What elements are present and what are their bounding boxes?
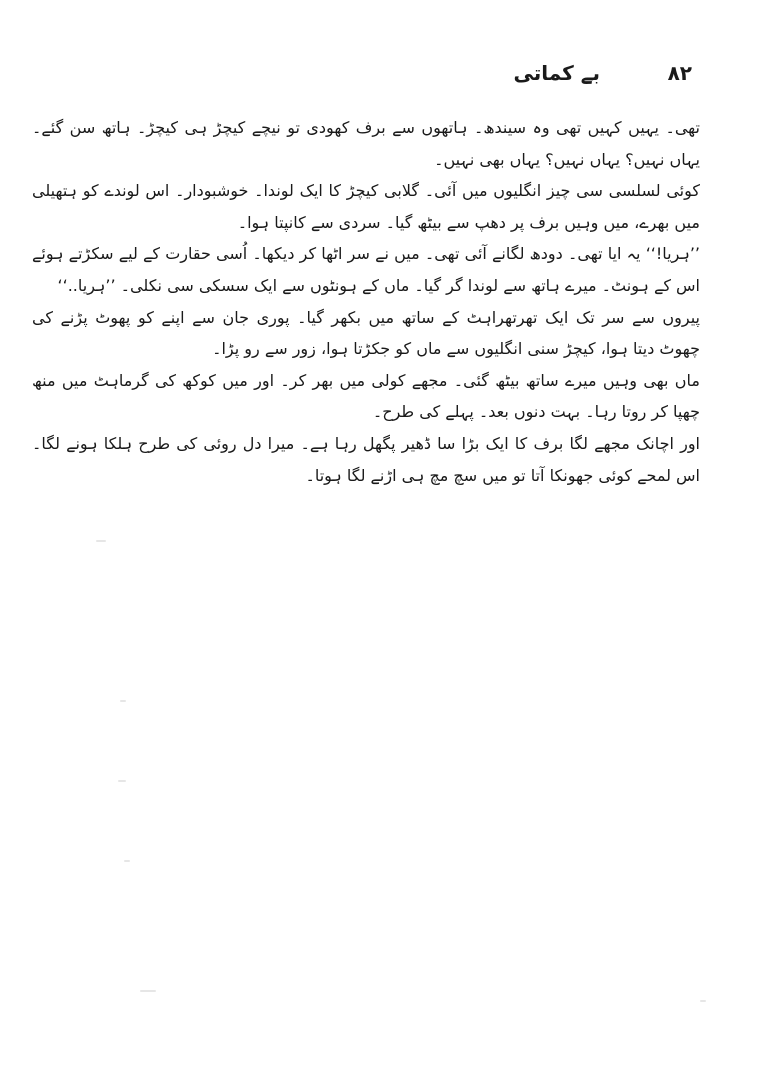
scan-speck <box>140 990 156 992</box>
scan-speck <box>700 1000 706 1002</box>
story-text <box>32 112 700 491</box>
scan-speck <box>120 700 126 702</box>
book-title: بے کماتی <box>513 61 600 85</box>
paragraph-6: اور اچانک مجھے لگا برف کا ایک بڑا سا ڈھیر پگھل رہا ہے۔ میرا دل روئی کی طرح ہلکا ہونے لگا۔ اس لمحے کوئی جھونکا آتا تو میں سچ مچ ہی اڑنے لگا ہوتا۔ <box>32 433 700 485</box>
scan-speck <box>96 540 106 542</box>
scan-speck <box>124 860 130 862</box>
paragraph-4: پیروں سے سر تک ایک تھرتھراہٹ کے ساتھ میں بکھر گیا۔ پوری جان سے اپنے کو پھوٹ پڑنے کی چھوٹ دیتا ہوا، کیچڑ سنی انگلیوں سے ماں کو جکڑتا ہوا، زور سے رو پڑا۔ <box>32 307 700 359</box>
paragraph-5: ماں بھی وہیں میرے ساتھ بیٹھ گئی۔ مجھے کولی میں بھر کر۔ اور میں کوکھ کی گرماہٹ میں منھ چھپا کر روتا رہا۔ بہت دنوں بعد۔ پہلے کی طرح۔ <box>32 370 700 422</box>
page-header <box>500 58 700 92</box>
page-number: ۸۲ <box>667 61 692 85</box>
scan-speck <box>118 780 126 782</box>
paragraph-3: ’’ہریا!‘‘ یہ ایا تھی۔ دودھ لگانے آئی تھی۔ میں نے سر اٹھا کر دیکھا۔ اُسی حقارت کے لیے سکڑتے ہوئے اس کے ہونٹ۔ میرے ہاتھ سے لوندا گر گیا۔ ماں کے ہونٹوں سے ایک سسکی سی نکلی۔ ’’ہریا..‘‘ <box>32 244 700 295</box>
paragraph-1: تھی۔ یہیں کہیں تھی وہ سیندھ۔ ہاتھوں سے برف کھودی تو نیچے کیچڑ ہی کیچڑ۔ ہاتھ سن گئے۔ یہاں نہیں؟ یہاں نہیں؟ یہاں بھی نہیں۔ <box>32 118 700 169</box>
paragraph-2: کوئی لسلسی سی چیز انگلیوں میں آئی۔ گلابی کیچڑ کا ایک لوندا۔ خوشبودار۔ اس لوندے کو ہتھیلی میں بھرے، میں وہیں برف پر دھپ سے بیٹھ گیا۔ سردی سے کانپتا ہوا۔ <box>32 181 700 232</box>
